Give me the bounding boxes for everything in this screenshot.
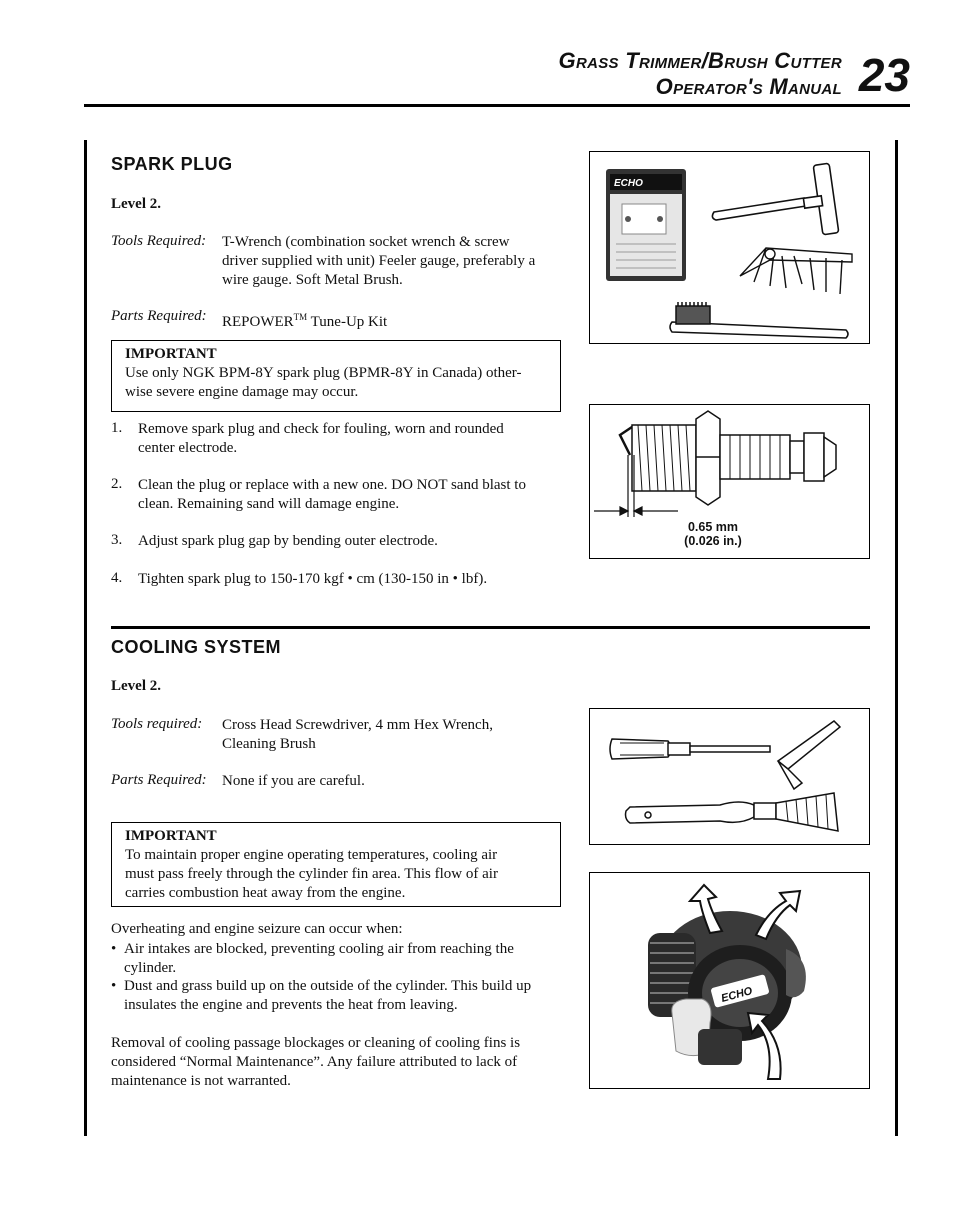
page-number: 23 (858, 49, 910, 101)
header-rule (84, 104, 910, 107)
engine-illustration (590, 873, 868, 1087)
spark-plug-gap-figure (589, 404, 870, 559)
plug-hex (696, 411, 720, 505)
spark-plug-heading: SPARK PLUG (111, 154, 233, 174)
step-number: 1. (111, 420, 123, 436)
bullet-line: Dust and grass build up on the outside of the cylinder. This build up (124, 978, 532, 994)
right-margin-rule (895, 140, 898, 1136)
engine-body (648, 911, 806, 1065)
cooling-tools-illustration (590, 709, 868, 843)
important-line: carries combustion heat away from the engine. (125, 885, 406, 901)
gap-label-in: (0.026 in.) (684, 534, 742, 548)
tune-up-kit-figure (589, 151, 870, 344)
spark-parts-value (222, 308, 387, 332)
spark-tools-value (222, 233, 535, 290)
spark-tools-line: driver supplied with unit) Feeler gauge, preferably a (222, 253, 536, 269)
engine-brand-text: ECHO (719, 985, 754, 1005)
step-text (138, 532, 438, 551)
cooling-intro: Overheating and engine seizure can occur when: (111, 921, 403, 937)
cooling-important-box (111, 822, 561, 907)
closing-line: considered “Normal Maintenance”. Any failure attributed to lack of (111, 1054, 518, 1070)
spark-tools-line: wire gauge. Soft Metal Brush. (222, 272, 403, 288)
gap-label-mm: 0.65 mm (687, 520, 739, 534)
closing-line: maintenance is not warranted. (111, 1073, 291, 1089)
gap-label (678, 520, 748, 548)
parts-brand: REPOWER (222, 314, 294, 330)
step-line: Remove spark plug and check for fouling, worn and rounded (138, 421, 504, 437)
cooling-tools-figure (589, 708, 870, 845)
cooling-tools-label: Tools required: (111, 716, 203, 732)
bullet-line: Air intakes are blocked, preventing cooling air from reaching the (124, 941, 514, 957)
important-line: To maintain proper engine operating temperatures, cooling air (125, 847, 498, 863)
parts-suffix: Tune-Up Kit (307, 314, 388, 330)
step-line: clean. Remaining sand will damage engine. (138, 496, 400, 512)
left-margin-rule (84, 140, 87, 1136)
cooling-heading: COOLING SYSTEM (111, 637, 282, 657)
wire-brush-icon (670, 302, 848, 338)
spark-tools-label: Tools Required: (111, 233, 207, 249)
screwdriver-icon (610, 739, 770, 759)
bullet-item (124, 977, 531, 1015)
section-divider (111, 626, 870, 629)
header-title-line1: Grass Trimmer/Brush Cutter (558, 48, 842, 73)
step-text (138, 570, 487, 589)
spark-tools-line: T-Wrench (combination socket wrench & screw (222, 234, 510, 250)
bullet-item (124, 940, 514, 978)
trademark-mark: TM (293, 312, 308, 322)
cooling-tools-value (222, 716, 493, 754)
important-line: Use only NGK BPM-8Y spark plug (BPMR-8Y in Canada) other- (125, 365, 522, 381)
bullet-marker: • (111, 978, 117, 994)
step-text (138, 476, 526, 514)
step-line: Adjust spark plug gap by bending outer electrode. (138, 533, 438, 549)
cooling-tools-line: Cross Head Screwdriver, 4 mm Hex Wrench, (222, 717, 493, 733)
cooling-parts-label: Parts Required: (111, 772, 207, 788)
engine-airflow-figure (589, 872, 870, 1089)
important-title: IMPORTANT (125, 828, 217, 844)
step-text (138, 420, 504, 458)
tune-up-kit-illustration (590, 152, 868, 342)
kit-brand-text: ECHO (614, 178, 643, 189)
cooling-parts-value: None if you are careful. (222, 773, 365, 789)
header-title-line2: Operator's Manual (655, 74, 842, 99)
spark-plug-illustration (590, 405, 868, 523)
cooling-tools-line: Cleaning Brush (222, 736, 316, 752)
step-line: center electrode. (138, 440, 238, 456)
bullet-line: insulates the engine and prevents the heat from leaving. (124, 997, 458, 1013)
step-number: 2. (111, 476, 123, 492)
cooling-closing (111, 1034, 520, 1091)
cooling-level: Level 2. (111, 678, 161, 694)
important-title: IMPORTANT (125, 346, 217, 362)
feeler-gauge-icon (740, 248, 852, 294)
bullet-marker: • (111, 941, 117, 957)
cleaning-brush-icon (626, 793, 839, 831)
spark-parts-label: Parts Required: (111, 308, 207, 324)
closing-line: Removal of cooling passage blockages or cleaning of cooling fins is (111, 1035, 521, 1051)
step-line: Clean the plug or replace with a new one. DO NOT sand blast to (138, 477, 526, 493)
step-number: 3. (111, 532, 123, 548)
spark-plug-level: Level 2. (111, 196, 161, 212)
bullet-line: cylinder. (124, 960, 177, 976)
step-number: 4. (111, 570, 123, 586)
spark-important-box (111, 340, 561, 412)
step-line: Tighten spark plug to 150-170 kgf • cm (130-150 in • lbf). (138, 571, 488, 587)
t-wrench-icon (712, 163, 838, 235)
important-line: must pass freely through the cylinder fin area. This flow of air (125, 866, 498, 882)
hex-wrench-icon (778, 721, 840, 789)
important-line: wise severe engine damage may occur. (125, 384, 359, 400)
